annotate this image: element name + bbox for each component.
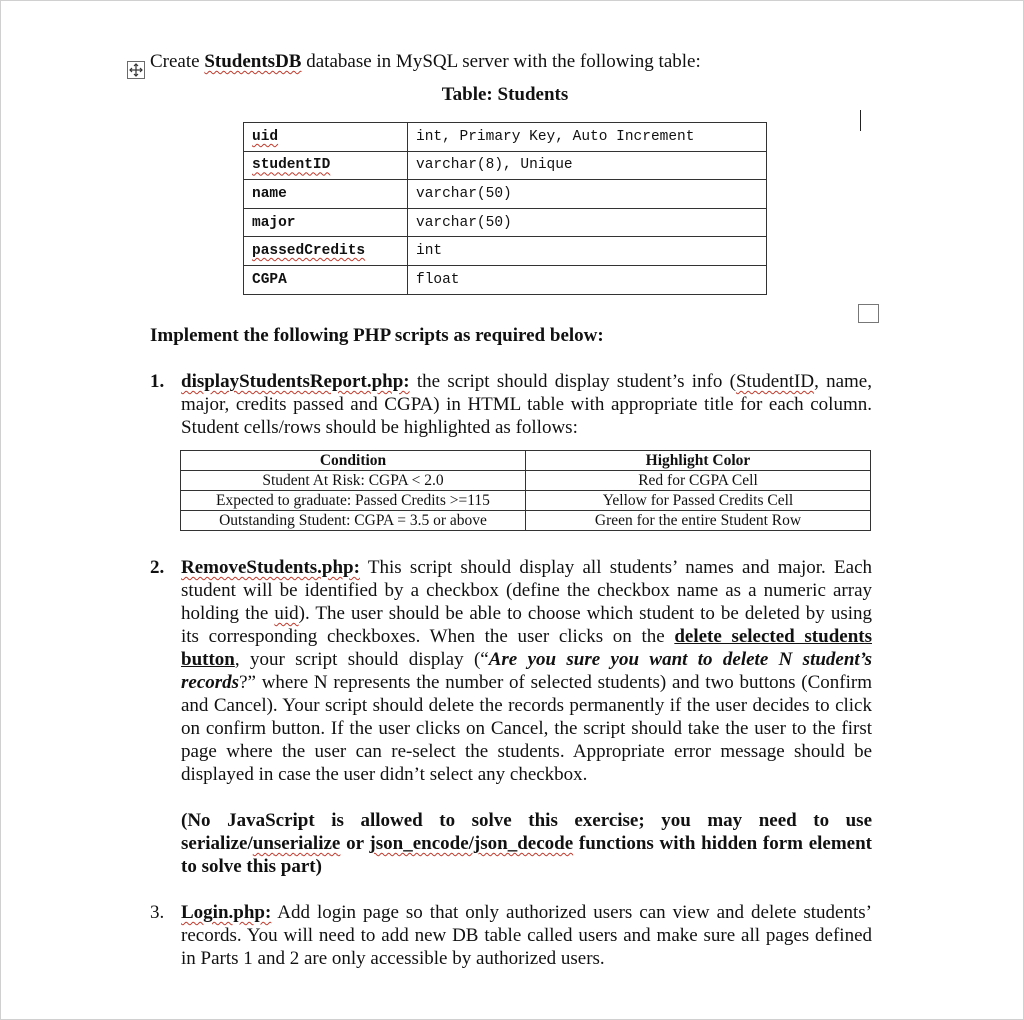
script-name: RemoveStudents.php: (181, 557, 360, 578)
table-row (181, 511, 871, 531)
table-title: Table: Students (441, 84, 569, 105)
checkbox-icon[interactable] (858, 304, 879, 323)
color-cell: Green for the entire Student Row (526, 511, 871, 531)
table-row (244, 180, 767, 209)
schema-table (243, 122, 767, 295)
unserialize-term: unserialize (252, 833, 341, 854)
table-row (181, 471, 871, 491)
script-name: displayStudentsReport.php: (181, 371, 410, 392)
implement-heading: Implement the following PHP scripts as required below: (150, 325, 604, 346)
item-number: 2. (150, 557, 165, 578)
table-header-row (181, 451, 871, 471)
item-3-text: Login.php: Add login page so that only authorized users can view and delete students’ records. You will need to add new DB table called users and make sure all pages defined in Parts 1 and 2 are only accessible by authorized users. (181, 902, 872, 969)
db-name: StudentsDB (204, 51, 302, 72)
table-move-handle-icon[interactable] (127, 61, 145, 79)
script-name: Login.php: (181, 902, 272, 923)
column-header: Highlight Color (526, 451, 871, 471)
field-name: uid (244, 123, 408, 152)
table-row (181, 491, 871, 511)
confirm-message: Are you sure you want to delete N student’s records (181, 649, 873, 693)
table-row (244, 237, 767, 266)
field-type: int (408, 237, 767, 266)
intro-line (150, 51, 701, 73)
uid-term: uid (274, 603, 299, 624)
item-number: 3. (150, 902, 165, 923)
field-type: varchar(8), Unique (408, 151, 767, 180)
note-paragraph: (No JavaScript is allowed to solve this exercise; you may need to use serialize/unserialize or json_encode/json_decode functions with hidden form element to solve this part) (181, 810, 872, 877)
intro-prefix: Create (150, 51, 205, 72)
item-2-text: RemoveStudents.php: This script should display all students’ names and major. Each student will be identified by a checkbox (define the checkbox name as a numeric array holding the uid). The user should be able to choose which student to be deleted by using its corresponding checkboxes. When the user clicks on the delete selected students button, your script should display (“Are you sure you want to delete N student’s records?” where N represents the number of selected students) and two buttons (Confirm and Cancel). Your script should delete the records permanently if the user decides to click on confirm button. If the user clicks on Cancel, the script should take the user to the first page where the user can re-select the students. Appropriate error message should be displayed in case the user didn’t select any checkbox. (181, 557, 873, 785)
field-name: passedCredits (244, 237, 408, 266)
table-row (244, 265, 767, 294)
color-cell: Yellow for Passed Credits Cell (526, 491, 871, 511)
student-id-term: StudentID (735, 371, 815, 392)
condition-cell: Student At Risk: CGPA < 2.0 (181, 471, 526, 491)
field-name: CGPA (244, 265, 408, 294)
condition-cell: Expected to graduate: Passed Credits >=115 (181, 491, 526, 511)
item-number: 1. (150, 371, 165, 392)
item-1-text: displayStudentsReport.php: the script should display student’s info (StudentID, name, major, credits passed and CGPA) in HTML table with appropriate title for each column. Student cells/rows should be highlighted as follows: (181, 371, 872, 438)
field-name: name (244, 180, 408, 209)
field-type: varchar(50) (408, 180, 767, 209)
condition-cell: Outstanding Student: CGPA = 3.5 or above (181, 511, 526, 531)
json-functions-term: json_encode/json_decode (369, 833, 574, 854)
color-cell: Red for CGPA Cell (526, 471, 871, 491)
item-1 (150, 370, 872, 439)
text-cursor (860, 110, 861, 131)
field-name: major (244, 208, 408, 237)
table-row (244, 151, 767, 180)
field-type: int, Primary Key, Auto Increment (408, 123, 767, 152)
column-header: Condition (181, 451, 526, 471)
delete-button-term: delete selected students button (181, 626, 872, 670)
table-row (244, 123, 767, 152)
field-type: varchar(50) (408, 208, 767, 237)
field-type: float (408, 265, 767, 294)
table-row (244, 208, 767, 237)
item-2 (150, 556, 872, 786)
field-name: studentID (244, 151, 408, 180)
intro-suffix: database in MySQL server with the following table: (301, 51, 701, 72)
highlight-table (180, 450, 871, 531)
item-3 (150, 901, 872, 970)
